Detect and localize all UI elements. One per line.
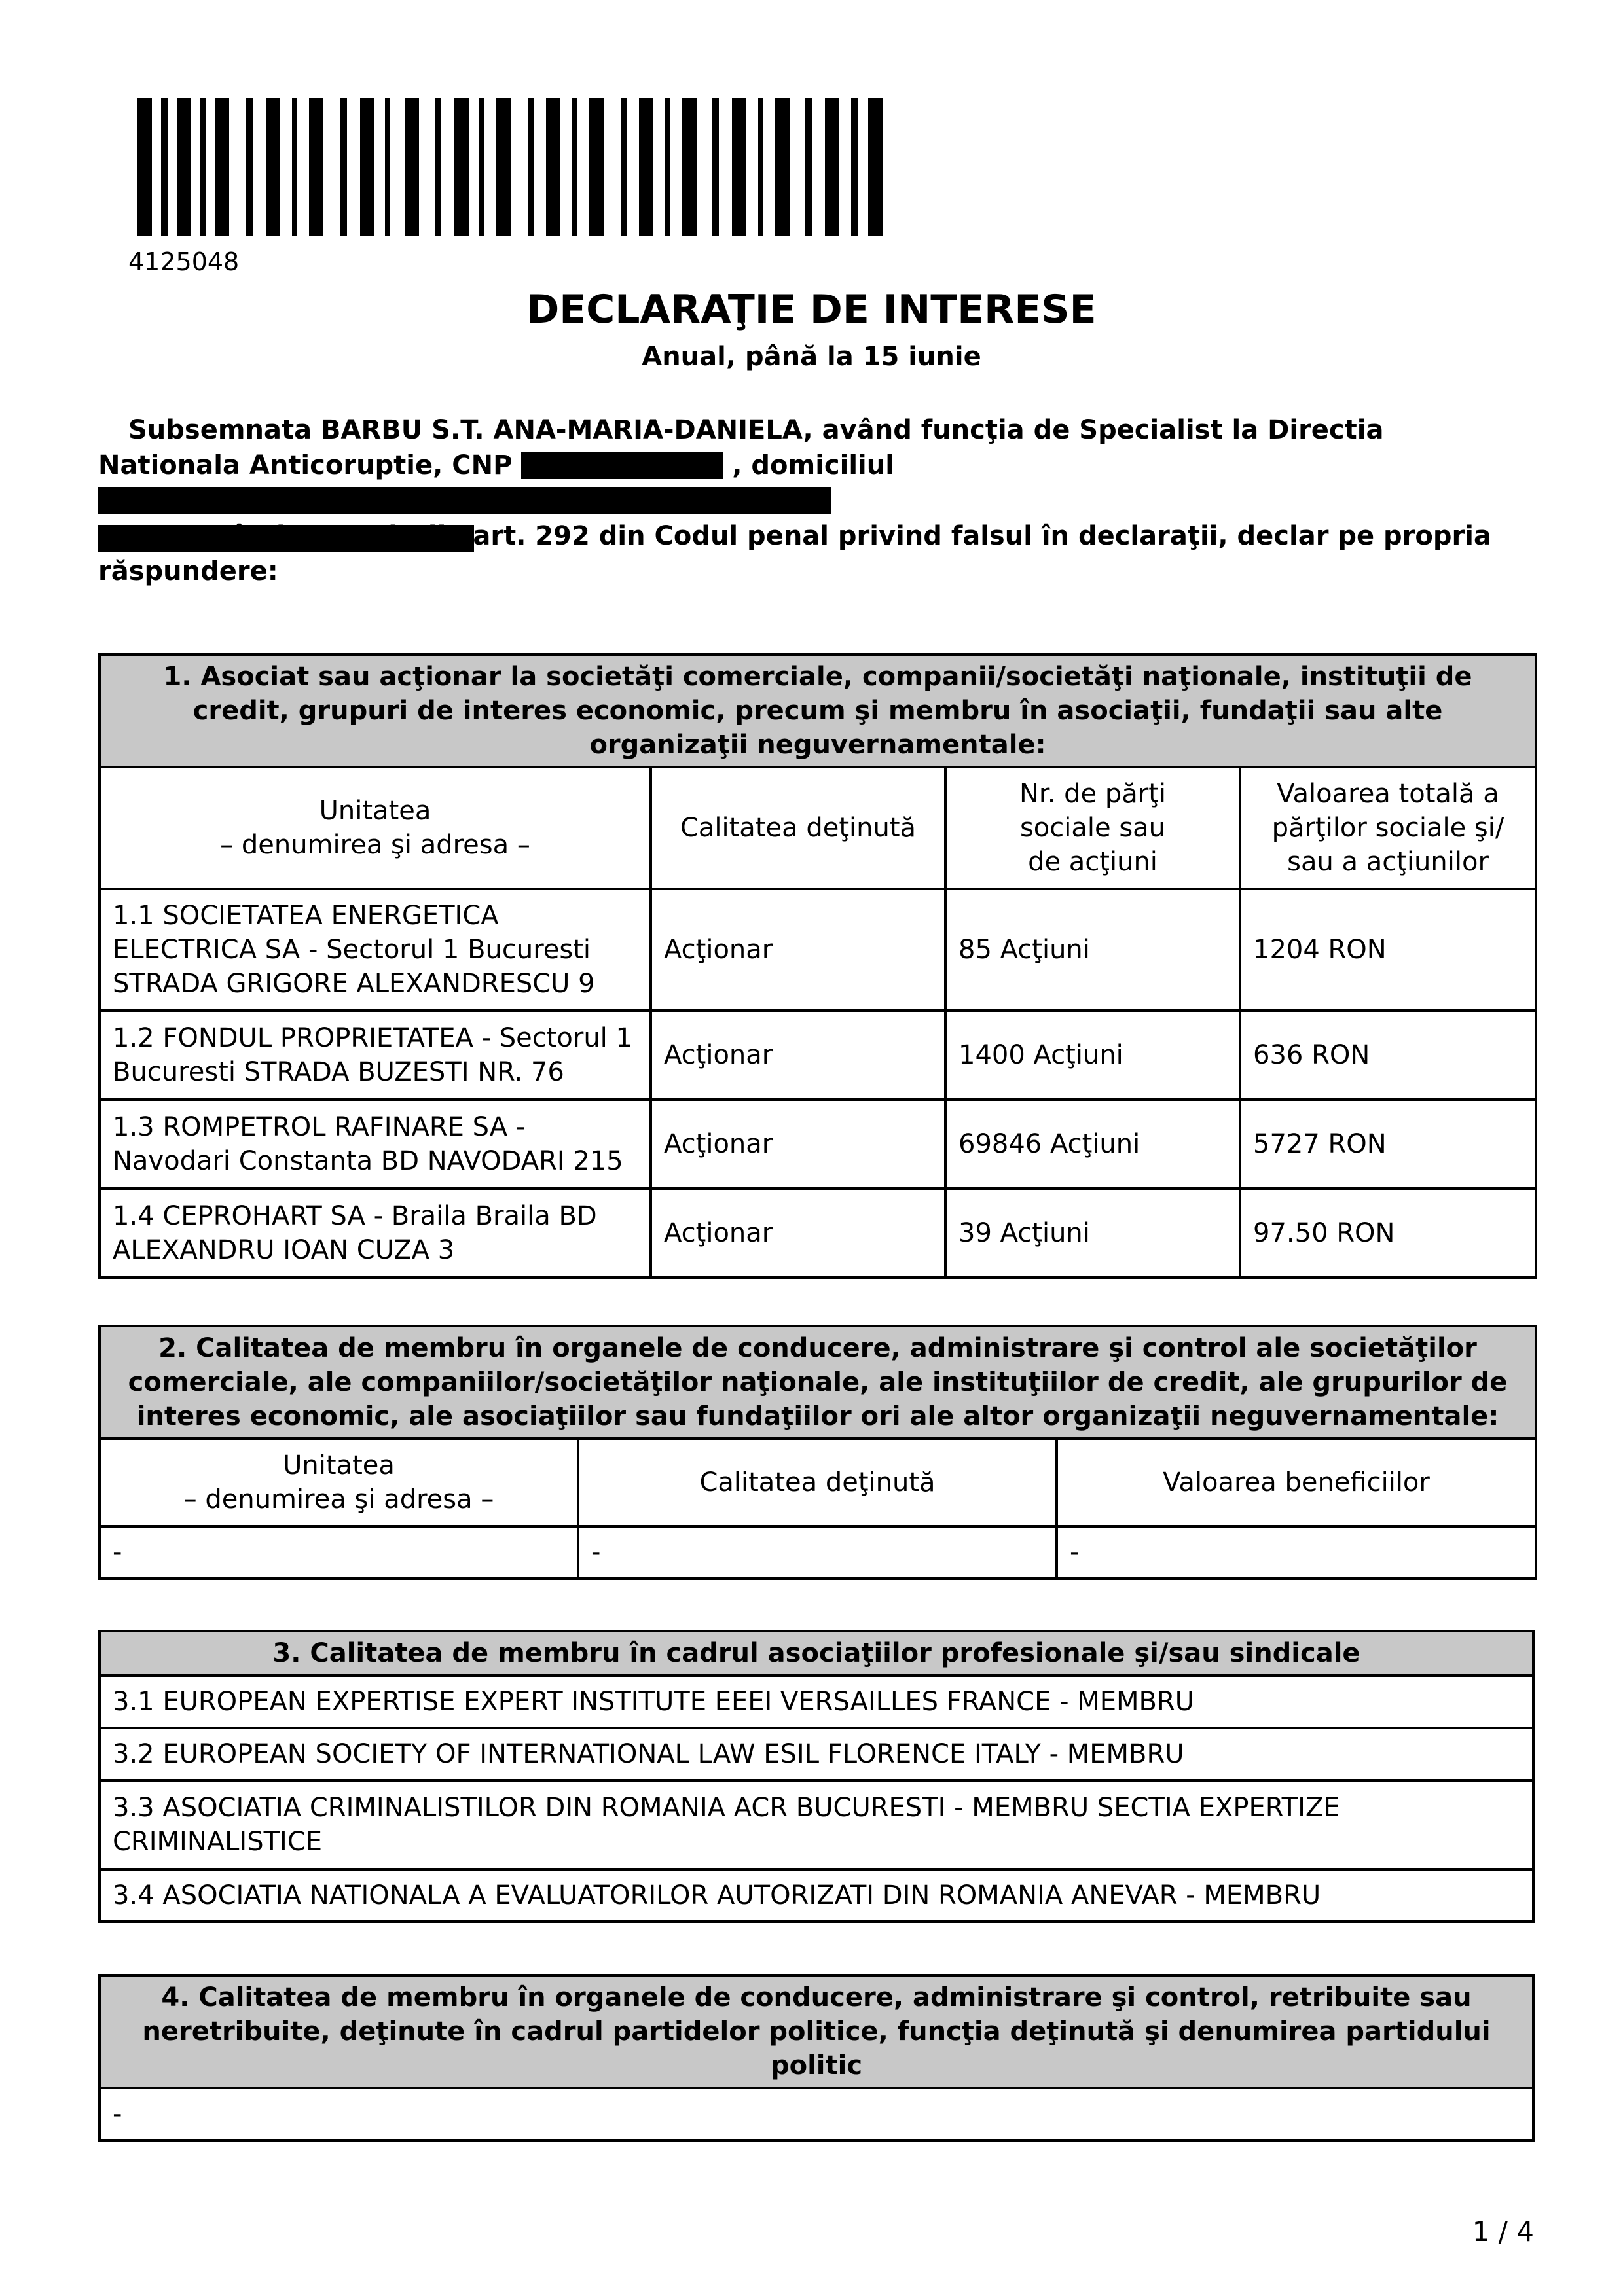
document-subtitle: Anual, până la 15 iunie — [642, 342, 981, 372]
redacted-address — [98, 487, 831, 514]
table-row — [100, 889, 1536, 1011]
section-4-title: 4. Calitatea de membru în organele de conducere, administrare şi control, retribuite sau neretribuite, deţinute în cadrul partidelor politice, funcţia deţinută şi denumirea partidului politic — [100, 1975, 1533, 2088]
table-row — [100, 1011, 1536, 1100]
cell-role: Acţionar — [651, 1189, 945, 1278]
section-3-title: 3. Calitatea de membru în cadrul asociaţiilor profesionale şi/sau sindicale — [100, 1631, 1533, 1676]
table-row — [100, 1189, 1536, 1278]
cell-unit: 1.1 SOCIETATEA ENERGETICA ELECTRICA SA - Sectorul 1 Bucuresti STRADA GRIGORE ALEXANDRESCU 9 — [100, 889, 651, 1011]
cell-role: - — [578, 1526, 1057, 1579]
cell-shares: 85 Acţiuni — [945, 889, 1240, 1011]
column-header-benefits: Valoarea beneficiilor — [1057, 1439, 1536, 1526]
legal-statement — [98, 518, 1525, 589]
table-row — [100, 1100, 1536, 1189]
section-1-table — [98, 653, 1537, 1279]
cell-benefits: - — [1057, 1526, 1536, 1579]
section-2-title: 2. Calitatea de membru în organele de conducere, administrare şi control ale societăţilor comerciale, ale companiilor/societăţilor naţionale, ale instituţiilor de credit, ale grupurilor de interes economic, ale asociaţiilor sau fundaţiilor ori ale altor organizaţii neguvernamentale: — [100, 1326, 1536, 1439]
column-header-role: Calitatea deţinută — [651, 767, 945, 889]
cell-unit: 1.2 FONDUL PROPRIETATEA - Sectorul 1 Bucuresti STRADA BUZESTI NR. 76 — [100, 1011, 651, 1100]
party-entry: - — [100, 2088, 1533, 2140]
cell-shares: 1400 Acţiuni — [945, 1011, 1240, 1100]
list-item — [100, 1728, 1533, 1780]
cell-shares: 69846 Acţiuni — [945, 1100, 1240, 1189]
cell-role: Acţionar — [651, 889, 945, 1011]
list-item — [100, 1780, 1533, 1869]
document-title: DECLARAŢIE DE INTERESE — [526, 287, 1097, 332]
section-1-title: 1. Asociat sau acţionar la societăţi comerciale, companii/societăţi naţionale, instituţii de credit, grupuri de interes economic, precum şi membru în asociaţii, fundaţii sau alte organizaţii neguvernamentale: — [100, 655, 1536, 767]
page-number: 1 / 4 — [1472, 2215, 1534, 2248]
column-header-value: Valoarea totală a părţilor sociale şi/ sau a acţiunilor — [1240, 767, 1536, 889]
legal-statement-text: cunoscând prevederile art. 292 din Codul penal privind falsul în declaraţii, declar pe propria răspundere: — [98, 521, 1491, 586]
document-number: 4125048 — [128, 247, 240, 276]
cell-role: Acţionar — [651, 1011, 945, 1100]
list-item — [100, 1676, 1533, 1728]
membership-entry: 3.1 EUROPEAN EXPERTISE EXPERT INSTITUTE EEEI VERSAILLES FRANCE - MEMBRU — [100, 1676, 1533, 1728]
column-header-unit: Unitatea – denumirea şi adresa – — [100, 767, 651, 889]
cell-value: 5727 RON — [1240, 1100, 1536, 1189]
cell-unit: - — [100, 1526, 578, 1579]
cell-value: 636 RON — [1240, 1011, 1536, 1100]
column-header-unit: Unitatea – denumirea şi adresa – — [100, 1439, 578, 1526]
domicile-label: , domiciliul — [732, 450, 894, 480]
membership-entry: 3.3 ASOCIATIA CRIMINALISTILOR DIN ROMANIA ACR BUCURESTI - MEMBRU SECTIA EXPERTIZE CRIMINALISTICE — [100, 1780, 1533, 1869]
declarant-identity: Subsemnata BARBU S.T. ANA-MARIA-DANIELA, având funcţia de Specialist la Directia Nationala Anticoruptie, CNP — [98, 415, 1384, 480]
cell-value: 1204 RON — [1240, 889, 1536, 1011]
list-item — [100, 1869, 1533, 1922]
cell-unit: 1.4 CEPROHART SA - Braila Braila BD ALEXANDRU IOAN CUZA 3 — [100, 1189, 651, 1278]
cell-unit: 1.3 ROMPETROL RAFINARE SA - Navodari Constanta BD NAVODARI 215 — [100, 1100, 651, 1189]
membership-entry: 3.2 EUROPEAN SOCIETY OF INTERNATIONAL LAW ESIL FLORENCE ITALY - MEMBRU — [100, 1728, 1533, 1780]
column-header-shares: Nr. de părţi sociale sau de acţiuni — [945, 767, 1240, 889]
membership-entry: 3.4 ASOCIATIA NATIONALA A EVALUATORILOR AUTORIZATI DIN ROMANIA ANEVAR - MEMBRU — [100, 1869, 1533, 1922]
section-2-table — [98, 1325, 1537, 1580]
table-row — [100, 1526, 1536, 1579]
section-3-table — [98, 1630, 1535, 1923]
cell-value: 97.50 RON — [1240, 1189, 1536, 1278]
table-row — [100, 2088, 1533, 2140]
barcode — [137, 98, 884, 236]
redacted-cnp — [521, 452, 723, 479]
cell-shares: 39 Acţiuni — [945, 1189, 1240, 1278]
cell-role: Acţionar — [651, 1100, 945, 1189]
column-header-role: Calitatea deţinută — [578, 1439, 1057, 1526]
section-4-table — [98, 1974, 1535, 2142]
